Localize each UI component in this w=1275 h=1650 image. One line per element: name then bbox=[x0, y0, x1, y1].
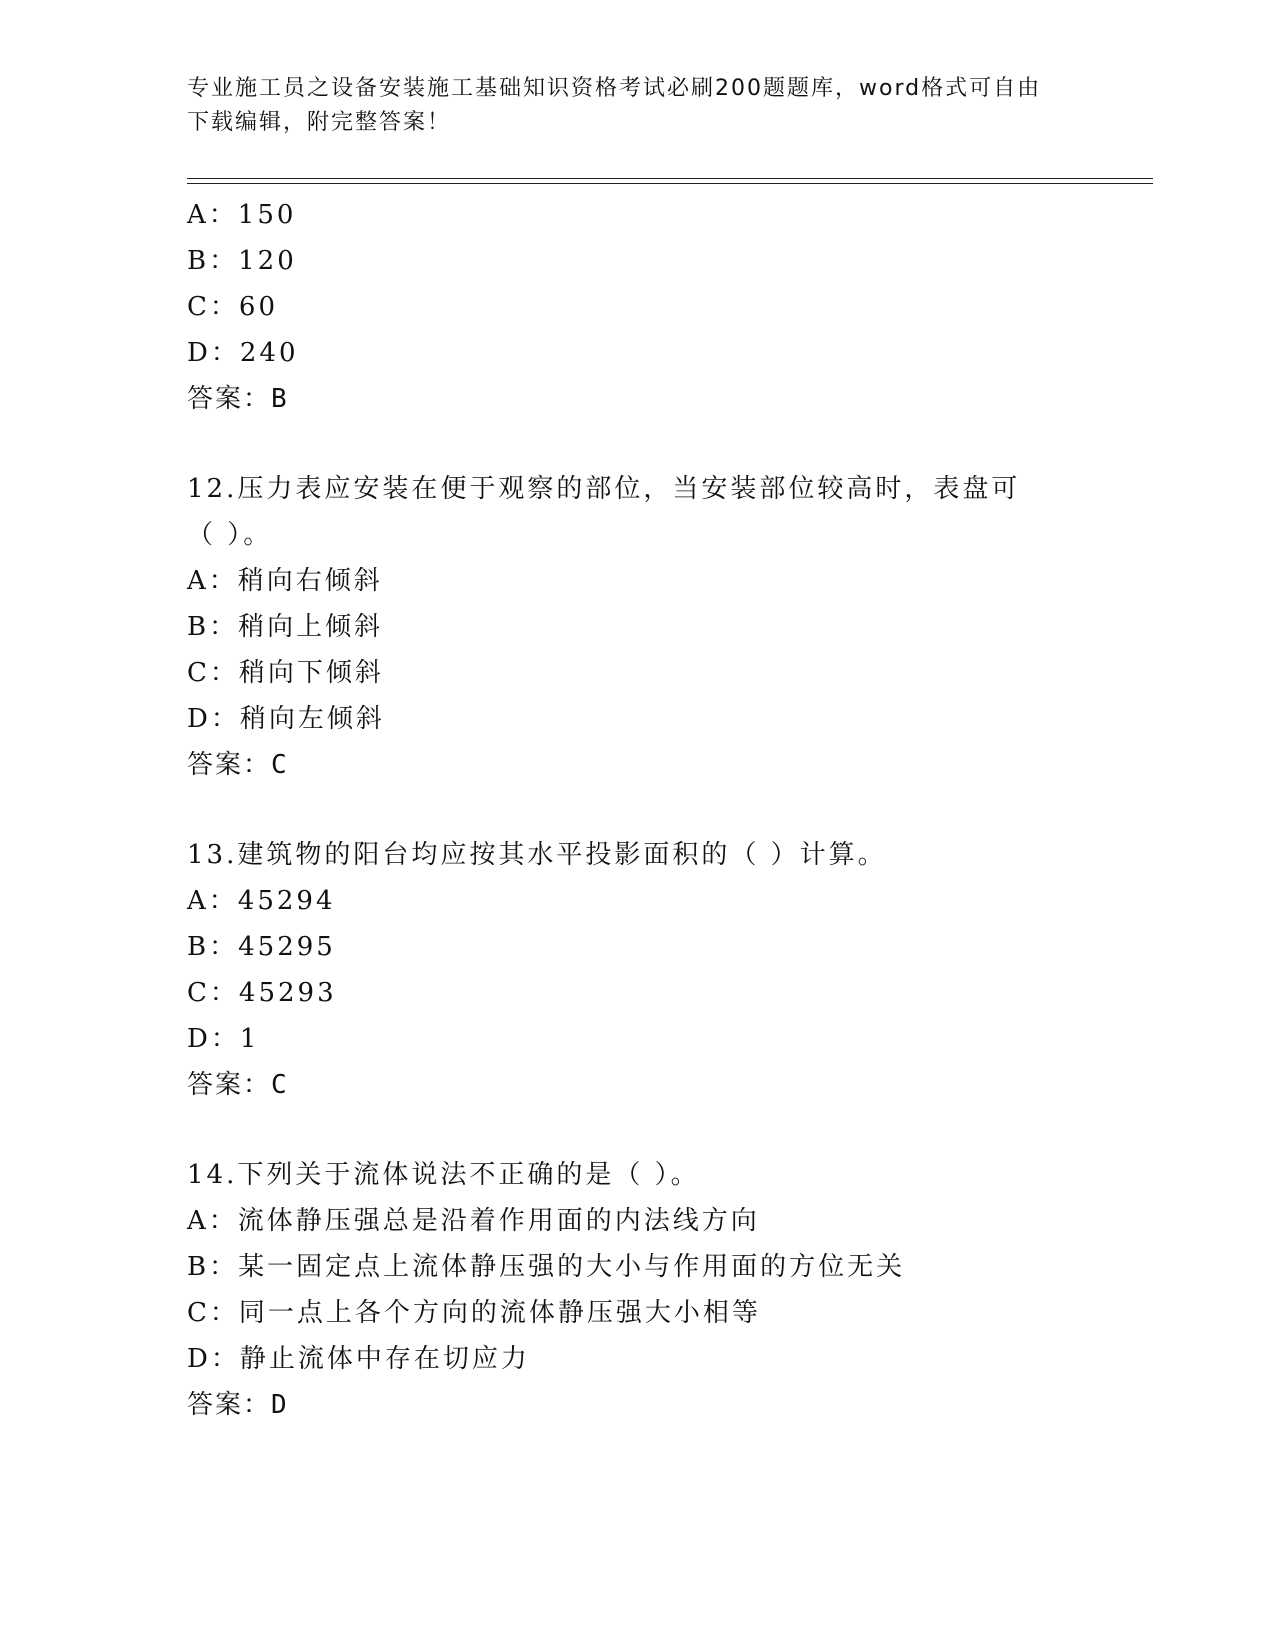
option-b: B：稍向上倾斜 bbox=[187, 612, 384, 642]
question-list bbox=[187, 192, 1157, 1428]
option-d: D：稍向左倾斜 bbox=[187, 704, 385, 734]
option-c: C：45293 bbox=[187, 978, 337, 1008]
option-a: A：流体静压强总是沿着作用面的内法线方向 bbox=[187, 1206, 760, 1236]
option-d: D：静止流体中存在切应力 bbox=[187, 1344, 530, 1374]
option-a: A：150 bbox=[187, 200, 297, 230]
option-b: B：45295 bbox=[187, 932, 336, 962]
document-header bbox=[187, 72, 1087, 140]
header-line-1: 专业施工员之设备安装施工基础知识资格考试必刷200题题库，word格式可自由 bbox=[187, 76, 1042, 101]
option-d: D：240 bbox=[187, 338, 299, 368]
question-14 bbox=[187, 1152, 1157, 1428]
option-b: B：某一固定点上流体静压强的大小与作用面的方位无关 bbox=[187, 1252, 906, 1282]
question-text: 14.下列关于流体说法不正确的是（ ）。 bbox=[187, 1160, 700, 1190]
answer: 答案：D bbox=[187, 1390, 289, 1420]
option-c: C：同一点上各个方向的流体静压强大小相等 bbox=[187, 1298, 761, 1328]
option-a: A：稍向右倾斜 bbox=[187, 566, 383, 596]
answer: 答案：C bbox=[187, 1070, 289, 1100]
question-11 bbox=[187, 192, 1157, 422]
option-a: A：45294 bbox=[187, 886, 336, 916]
question-12 bbox=[187, 466, 1157, 788]
question-number: 13. bbox=[187, 840, 238, 870]
option-c: C：60 bbox=[187, 292, 278, 322]
question-number: 14. bbox=[187, 1160, 238, 1190]
option-b: B：120 bbox=[187, 246, 297, 276]
header-line-2: 下载编辑，附完整答案！ bbox=[187, 110, 452, 135]
question-text: 12.压力表应安装在便于观察的部位，当安装部位较高时，表盘可（ ）。 bbox=[187, 474, 1021, 550]
option-d: D：1 bbox=[187, 1024, 260, 1054]
header-divider-top bbox=[187, 178, 1153, 179]
answer: 答案：B bbox=[187, 384, 289, 414]
header-divider-bottom bbox=[187, 183, 1153, 184]
option-c: C：稍向下倾斜 bbox=[187, 658, 384, 688]
question-number: 12. bbox=[187, 474, 238, 504]
answer: 答案：C bbox=[187, 750, 289, 780]
question-13 bbox=[187, 832, 1157, 1108]
question-text: 13.建筑物的阳台均应按其水平投影面积的（ ）计算。 bbox=[187, 840, 887, 870]
